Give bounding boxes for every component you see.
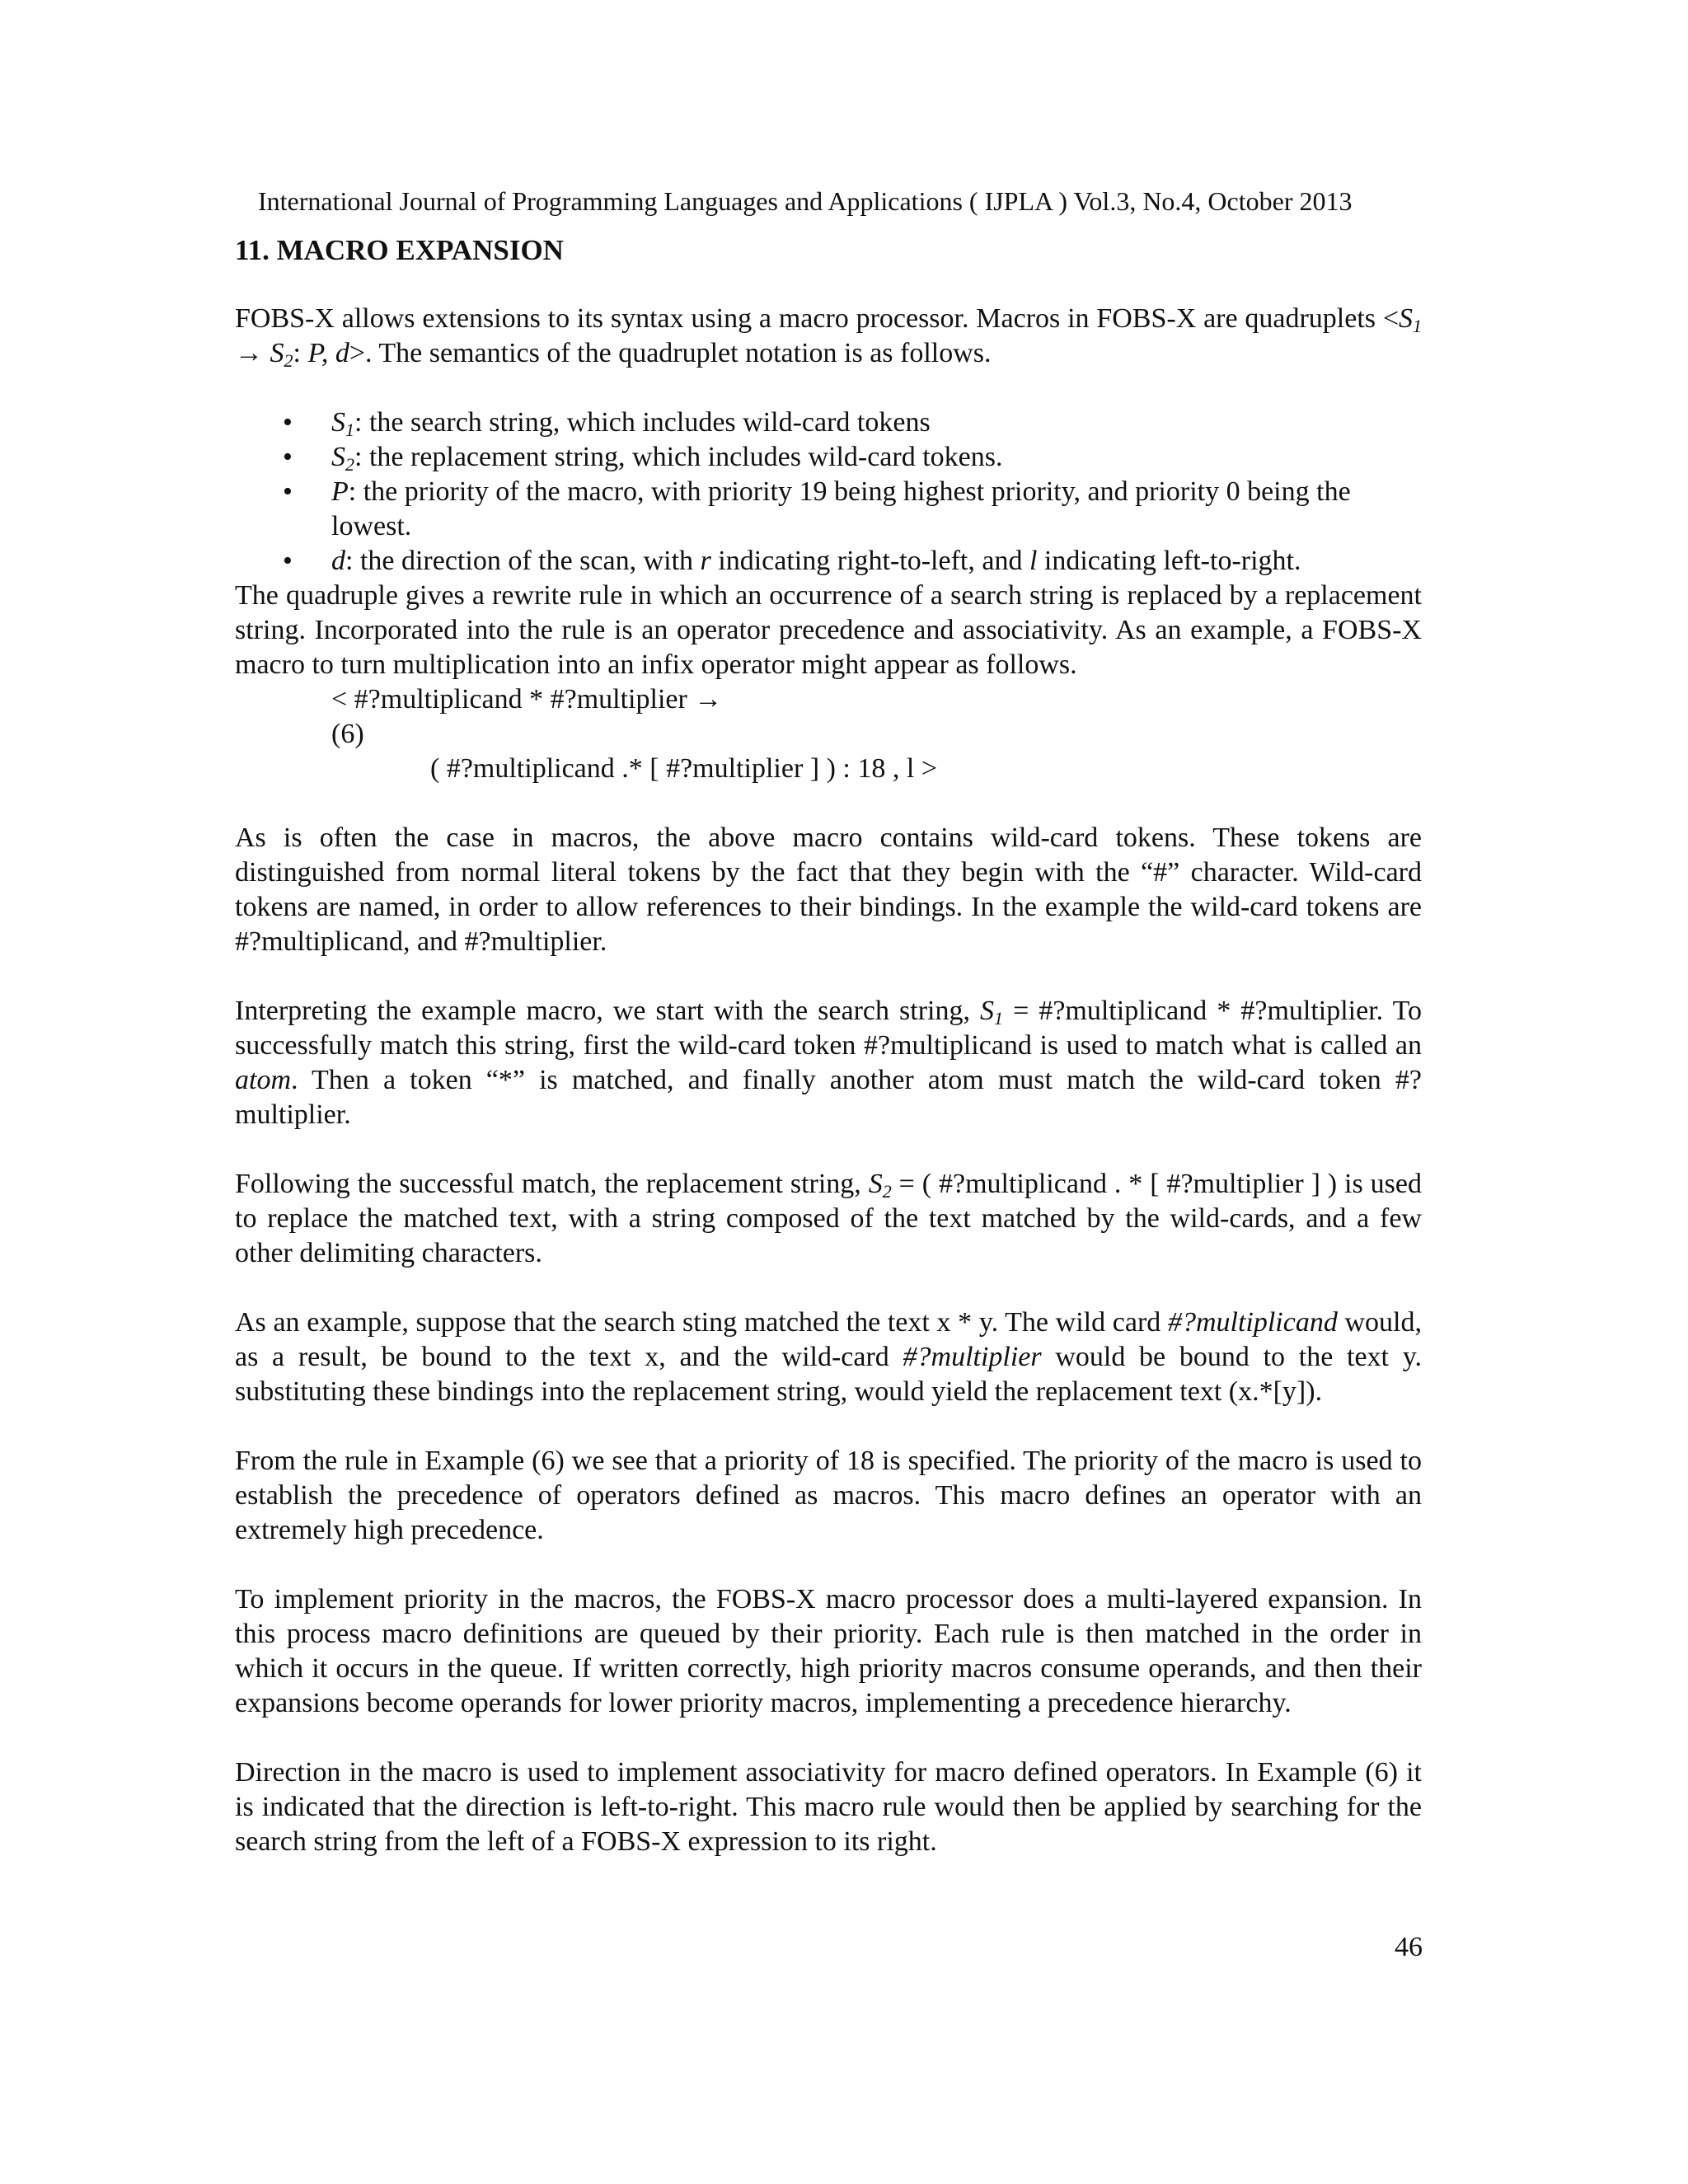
list-item: • P: the priority of the macro, with priority 19 being highest priority, and priority 0 being the lowest. bbox=[283, 476, 1351, 541]
quadruple-paragraph: The quadruple gives a rewrite rule in which an occurrence of a search string is replaced by a replacement string. Incorporated into the rule is an operator precedence and associativity. As an example, a FOBS-X macro to turn multiplication into an infix operator might appear as follows. bbox=[235, 580, 1422, 680]
list-item: • $S_2$: the replacement string, which includes wild-card tokens. bbox=[283, 442, 1003, 475]
implement-priority-paragraph: To implement priority in the macros, the FOBS-X macro processor does a multi-layered expansion. In this process macro definitions are queued by their priority. Each rule is then matched in the order in which it occurs in the queue. If written correctly, high priority macros consume operands, and then their expansions become operands for lower priority macros, implementing a precedence hierarchy. bbox=[235, 1584, 1422, 1718]
section-title: 11. MACRO EXPANSION bbox=[235, 234, 564, 266]
bullet-icon: • bbox=[283, 407, 293, 438]
list-item: • d: the direction of the scan, with r indicating right-to-left, and l indicating left-to-right. bbox=[235, 544, 1422, 579]
priority-paragraph: From the rule in Example (6) we see that a priority of 18 is specified. The priority of the macro is used to establish the precedence of operators defined as macros. This macro defines an operator with an extremely high precedence. bbox=[235, 1446, 1422, 1545]
page-number: 46 bbox=[1395, 1932, 1423, 1962]
following-match-paragraph: Following the successful match, the replacement string, $S_2$ = ( #?multiplicand . * [ #?multiplier ] ) is used to replace the matched text, with a string composed of the text matched by the wild-cards, and a few other delimiting characters. bbox=[235, 1169, 1422, 1268]
list-item: • $S_1$: the search string, which includes wild-card tokens bbox=[283, 407, 931, 440]
intro-paragraph: FOBS-X allows extensions to its syntax using a macro processor. Macros in FOBS-X are quadruplets $<S_1 \to S_2$: P, d>. The semantics of the quadruplet notation is as follows. bbox=[235, 303, 1422, 371]
direction-paragraph: Direction in the macro is used to implement associativity for macro defined operators. In Example (6) it is indicated that the direction is left-to-right. This macro rule would then be applied by searching for the search string from the left of a FOBS-X expression to its right. bbox=[235, 1757, 1422, 1857]
bullet-icon: • bbox=[283, 476, 293, 507]
macro-example-line-3: ( #?multiplicand .* [ #?multiplier ] ) : 18 , l > bbox=[430, 753, 937, 784]
quadruplet-definition-list bbox=[235, 405, 1422, 579]
interpret-paragraph: Interpreting the example macro, we start with the search string, $S_1$ = #?multiplicand * #?multiplier. To successfully match this string, first the wild-card token #?multiplicand is used to match what is called an atom. Then a token “*” is matched, and finally another atom must match the wild-card token #?multiplier. bbox=[235, 996, 1422, 1130]
wildcard-paragraph: As is often the case in macros, the above macro contains wild-card tokens. These tokens are distinguished from normal literal tokens by the fact that they begin with the “#” character. Wild-card tokens are named, in order to allow references to their bindings. In the example the wild-card tokens are #?multiplicand, and #?multiplier. bbox=[235, 823, 1422, 957]
example-number: (6) bbox=[331, 719, 364, 749]
bullet-icon: • bbox=[283, 442, 293, 472]
running-header: International Journal of Programming Languages and Applications ( IJPLA ) Vol.3, No.4, October 2013 bbox=[258, 186, 1353, 216]
bullet-icon: • bbox=[283, 546, 293, 576]
binding-example-paragraph: As an example, suppose that the search sting matched the text x * y. The wild card #?multiplicand would, as a result, be bound to the text x, and the wild-card #?multiplier would be bound to the text y. substituting these bindings into the replacement string, would yield the replacement text (x.*[y]). bbox=[235, 1307, 1423, 1407]
macro-example-line-1: < #?multiplicand * #?multiplier → bbox=[331, 684, 723, 715]
page-body bbox=[235, 232, 1422, 1859]
